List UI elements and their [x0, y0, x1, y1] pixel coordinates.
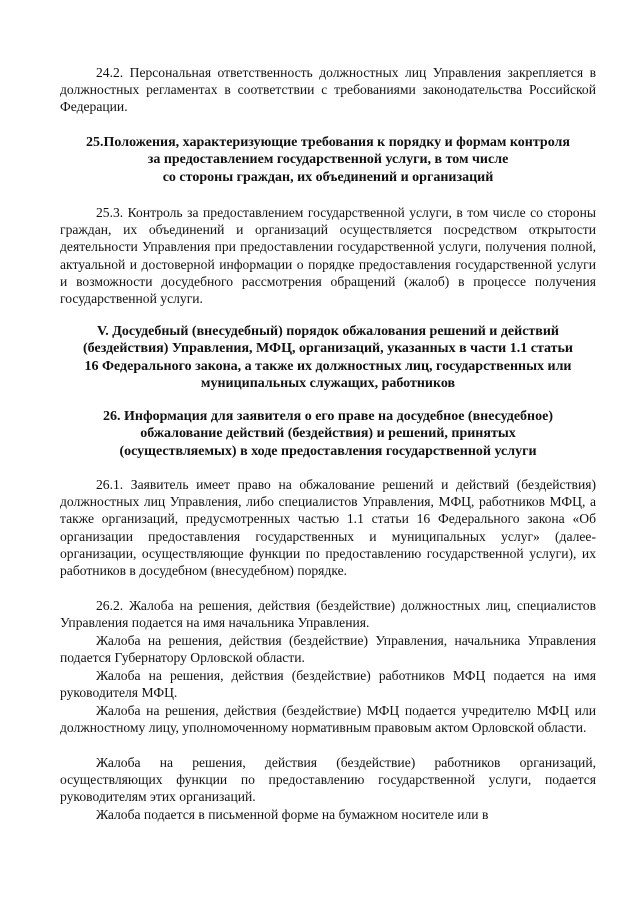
paragraph-24-2: 24.2. Персональная ответственность должностных лиц Управления закрепляется в должностных регламентах в соответствии с требованиями законодательства Российской Федерации.	[60, 65, 596, 115]
paragraph-26-1: 26.1. Заявитель имеет право на обжалование решений и действий (бездействия) должностных лиц Управления, либо специалистов Управления, МФЦ, работников МФЦ, а также организаций, предусмотренных частью 1.1 статьи 16 Федерального закона «Об организации предоставления государственных и муниципальных услуг» (далее-организации, осуществляющие функции по предоставлению государственной услуги), их работников в досудебном (внесудебном) порядке.	[60, 477, 596, 579]
paragraph-complaint-organizations: Жалоба на решения, действия (бездействие) работников организаций, осуществляющих функции по предоставлению государственной услуги, подается руководителям этих организаций.	[60, 755, 596, 805]
paragraph-complaint-governor: Жалоба на решения, действия (бездействие) Управления, начальника Управления подается Губернатору Орловской области.	[60, 633, 596, 666]
paragraph-complaint-form: Жалоба подается в письменной форме на бумажном носителе или в	[96, 807, 489, 822]
paragraph-25-3: 25.3. Контроль за предоставлением государственной услуги, в том числе со стороны граждан, их объединений и организаций осуществляется посредством открытости деятельности Управления при предоставлении государственной услуги, получения полной, актуальной и достоверной информации о порядке предоставления государственной услуги и возможности досудебного рассмотрения обращений (жалоб) в процессе получения государственной услуги.	[60, 205, 596, 307]
heading-section-26: 26. Информация для заявителя о его праве на досудебное (внесудебное) обжалование действий (бездействия) и решений, принятых (осуществляемых) в ходе предоставления государственной услуги	[102, 409, 553, 459]
paragraph-complaint-mfc: Жалоба на решения, действия (бездействие) МФЦ подается учредителю МФЦ или должностному лицу, уполномоченному нормативным правовым актом Орловской области.	[60, 703, 596, 736]
heading-section-25: 25.Положения, характеризующие требования к порядку и формам контроля за предоставлением государственной услуги, в том числе со стороны граждан, их объединений и организаций	[86, 135, 570, 185]
paragraph-26-2: 26.2. Жалоба на решения, действия (бездействие) должностных лиц, специалистов Управления подается на имя начальника Управления.	[60, 598, 596, 631]
paragraph-complaint-mfc-staff: Жалоба на решения, действия (бездействие) работников МФЦ подается на имя руководителя МФЦ.	[60, 668, 596, 701]
heading-section-v: V. Досудебный (внесудебный) порядок обжалования решений и действий (бездействия) Управления, МФЦ, организаций, указанных в части 1.1 статьи 16 Федерального закона, а также их должностных лиц, государственных или муниципальных служащих, работников	[83, 324, 573, 392]
